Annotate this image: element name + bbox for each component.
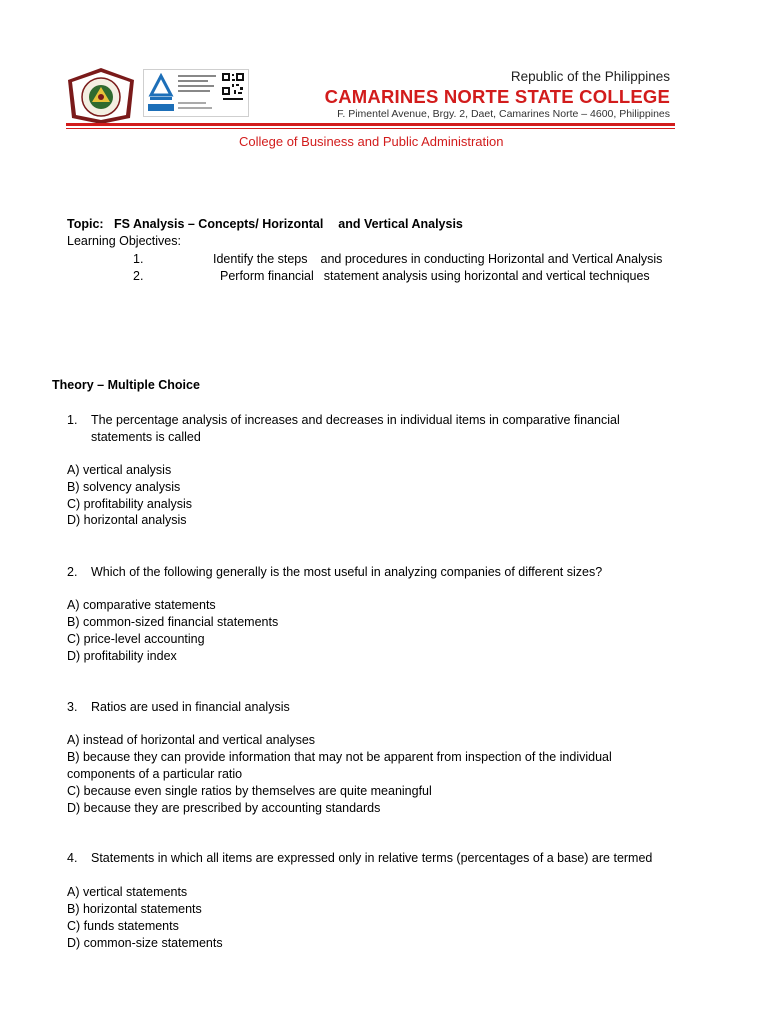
qr-code-icon — [221, 72, 245, 102]
choice-option: B) because they can provide information that may not be apparent from inspection of the individual — [67, 750, 612, 764]
section-title: Theory – Multiple Choice — [52, 378, 200, 392]
department-name: College of Business and Public Administration — [239, 134, 504, 149]
choice-option-cont: components of a particular ratio — [67, 767, 243, 781]
certification-fine-print — [178, 73, 216, 109]
topic-title: FS Analysis – Concepts/ Horizontal — [114, 217, 324, 231]
objectives-heading: Learning Objectives: — [67, 234, 181, 248]
topic-title-cont: and Vertical Analysis — [338, 217, 463, 231]
question-stem — [67, 850, 652, 867]
question-stem — [67, 564, 602, 581]
question-text-cont: statements is called — [91, 430, 201, 444]
choice-option: B) common-sized financial statements — [67, 615, 279, 629]
header-rule-thin — [66, 128, 675, 129]
college-seal-logo — [64, 66, 138, 126]
choice-option: A) vertical statements — [67, 885, 188, 899]
choice-option: A) vertical analysis — [67, 463, 172, 477]
iso-certification-badge — [143, 69, 249, 117]
question-number: 4. — [67, 851, 78, 865]
choice-option: C) price-level accounting — [67, 632, 205, 646]
choice-option: D) horizontal analysis — [67, 513, 187, 527]
question-number: 1. — [67, 413, 78, 427]
question-text: Statements in which all items are expressed only in relative terms (percentages of a base) are termed — [91, 851, 653, 865]
tuv-logo-icon — [148, 73, 174, 103]
choice-option: A) instead of horizontal and vertical analyses — [67, 733, 316, 747]
question-stem — [67, 699, 290, 716]
choice-option: D) common-size statements — [67, 936, 223, 950]
question-number: 2. — [67, 565, 78, 579]
question-stem — [67, 412, 620, 429]
choice-option: D) profitability index — [67, 649, 177, 663]
objective-number: 2. — [133, 269, 144, 283]
choice-option: D) because they are prescribed by accounting standards — [67, 801, 381, 815]
choice-option: C) profitability analysis — [67, 497, 193, 511]
choice-option: C) funds statements — [67, 919, 179, 933]
objective-text-b: and procedures in conducting Horizontal and Vertical Analysis — [320, 252, 663, 266]
objective-text-a: Perform financial — [220, 269, 314, 283]
choice-option: A) comparative statements — [67, 598, 216, 612]
question-text: Which of the following generally is the most useful in analyzing companies of different sizes? — [91, 565, 603, 579]
choice-option: B) horizontal statements — [67, 902, 202, 916]
objective-text-b: statement analysis using horizontal and vertical techniques — [323, 269, 650, 283]
question-text: The percentage analysis of increases and decreases in individual items in comparative financial — [91, 413, 620, 427]
objective-text — [220, 268, 650, 285]
certified-badge — [148, 104, 174, 111]
topic-line — [67, 216, 463, 233]
college-name: CAMARINES NORTE STATE COLLEGE — [324, 86, 670, 107]
header-rule-thick — [66, 123, 675, 126]
choice-option: C) because even single ratios by themselves are quite meaningful — [67, 784, 432, 798]
question-number: 3. — [67, 700, 78, 714]
choice-option: B) solvency analysis — [67, 480, 181, 494]
objective-text-a: Identify the steps — [213, 252, 308, 266]
college-address: F. Pimentel Avenue, Brgy. 2, Daet, Camarines Norte – 4600, Philippines — [337, 108, 670, 120]
objective-number: 1. — [133, 252, 144, 266]
objective-text — [213, 251, 662, 268]
republic-label: Republic of the Philippines — [510, 69, 670, 84]
question-text: Ratios are used in financial analysis — [91, 700, 290, 714]
topic-label: Topic: — [67, 217, 104, 231]
